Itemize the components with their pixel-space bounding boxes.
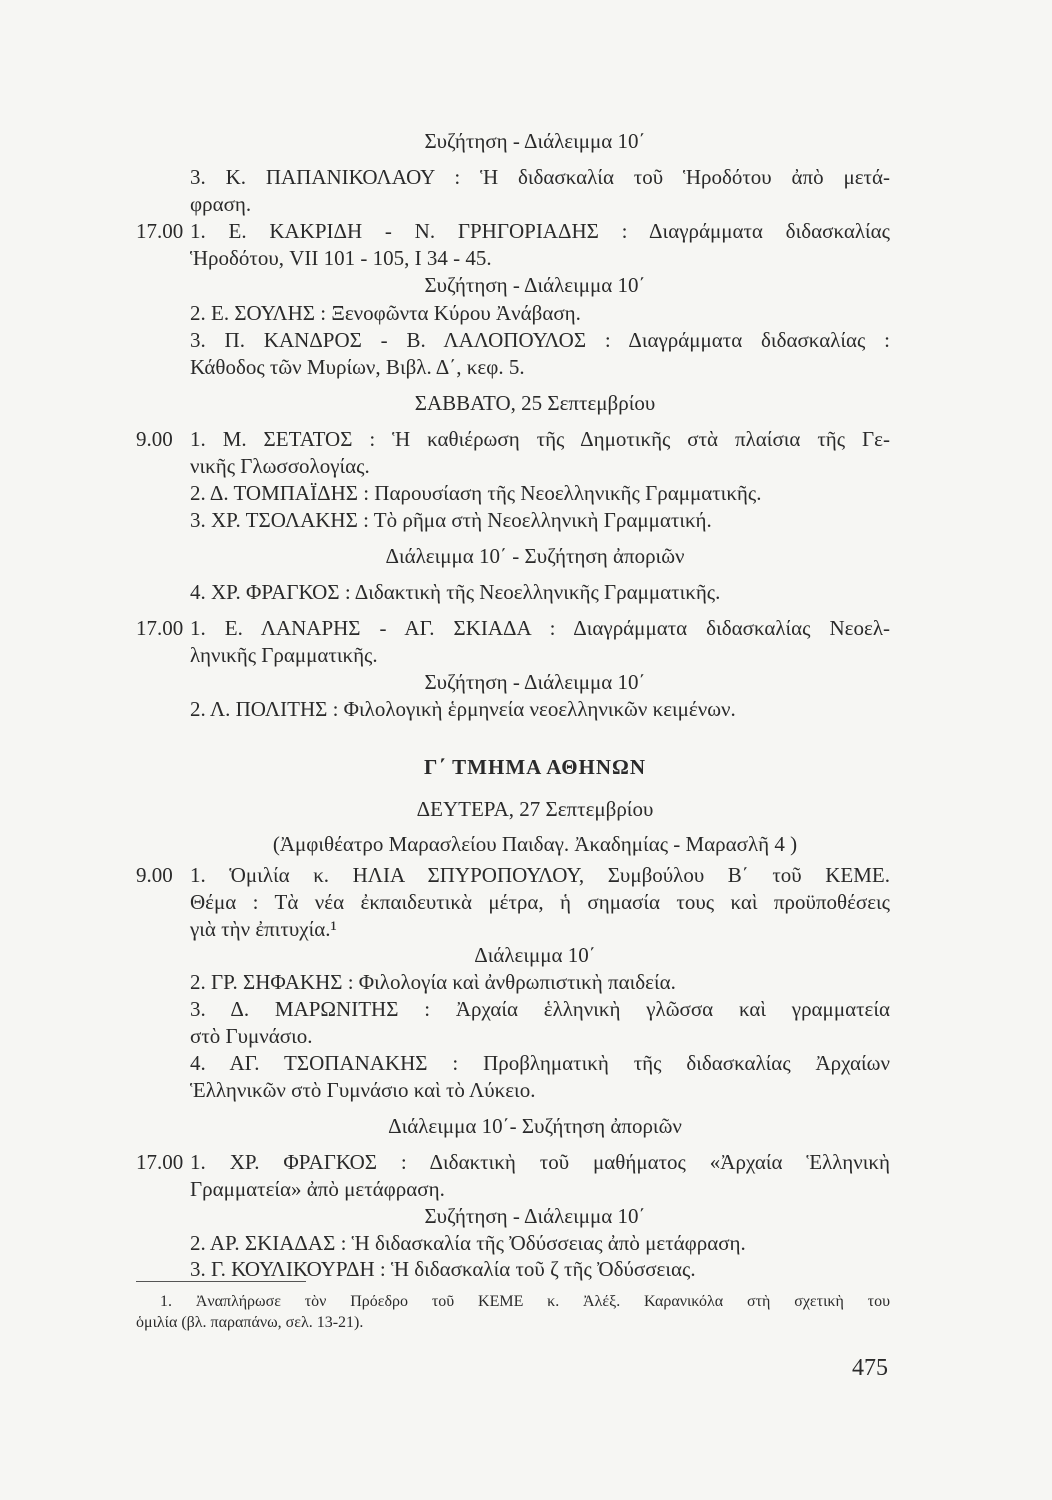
program-item-cont: φραση. xyxy=(190,192,252,216)
program-item: 1. Ε. ΚΑΚΡΙΔΗ - Ν. ΓΡΗΓΟΡΙΑΔΗΣ : Διαγράμματα διδασκαλίας xyxy=(190,219,890,243)
program-item: 3. Δ. ΜΑΡΩΝΙΤΗΣ : Ἀρχαία ἑλληνικὴ γλῶσσα καὶ γραμματεία xyxy=(190,997,890,1021)
session-time: 17.00 xyxy=(136,1150,184,1174)
program-item: 4. ΧΡ. ΦΡΑΓΚΟΣ : Διδακτικὴ τῆς Νεοελληνικῆς Γραμματικῆς. xyxy=(190,580,721,604)
program-item: 2. ΑΡ. ΣΚΙΑΔΑΣ : Ἡ διδασκαλία τῆς Ὀδύσσειας ἀπὸ μετάφραση. xyxy=(190,1231,746,1255)
break-note: Συζήτηση - Διάλειμμα 10΄ xyxy=(424,1204,646,1228)
break-note: Διάλειμμα 10΄ xyxy=(474,943,596,967)
program-item: 2. Δ. ΤΟΜΠΑΪΔΗΣ : Παρουσίαση τῆς Νεοελληνικῆς Γραμματικῆς. xyxy=(190,481,762,505)
program-item: 3. Π. ΚΑΝΔΡΟΣ - Β. ΛΑΛΟΠΟΥΛΟΣ : Διαγράμματα διδασκαλίας : xyxy=(190,328,890,352)
page-number: 475 xyxy=(852,1355,888,1381)
day-heading: ΣΑΒΒΑΤΟ, 25 Σεπτεμβρίου xyxy=(414,391,656,415)
program-item: 3. Γ. ΚΟΥΛΙΚΟΥΡΔΗ : Ἡ διδασκαλία τοῦ ζ τῆς Ὀδύσσειας. xyxy=(190,1257,696,1281)
break-note: Συζήτηση - Διάλειμμα 10΄ xyxy=(424,670,646,694)
program-item-cont: Θέμα : Τὰ νέα ἐκπαιδευτικὰ μέτρα, ἡ σημασία τους καὶ προϋποθέσεις xyxy=(190,890,890,914)
break-note: Συζήτηση - Διάλειμμα 10΄ xyxy=(424,273,646,297)
program-item: 1. ΧΡ. ΦΡΑΓΚΟΣ : Διδακτικὴ τοῦ μαθήματος «Ἀρχαία Ἑλληνικὴ xyxy=(190,1150,890,1174)
program-item: 3. Κ. ΠΑΠΑΝΙΚΟΛΑΟΥ : Ἡ διδασκαλία τοῦ Ἡροδότου ἀπὸ μετά- xyxy=(190,165,890,189)
program-item: 2. Ε. ΣΟΥΛΗΣ : Ξενοφῶντα Κύρου Ἀνάβαση. xyxy=(190,301,581,325)
break-note: Συζήτηση - Διάλειμμα 10΄ xyxy=(424,129,646,153)
program-item: 2. ΓΡ. ΣΗΦΑΚΗΣ : Φιλολογία καὶ ἀνθρωπιστικὴ παιδεία. xyxy=(190,970,676,994)
break-note: Διάλειμμα 10΄ - Συζήτηση ἀποριῶν xyxy=(385,544,685,568)
program-item-cont: γιὰ τὴν ἐπιτυχία.¹ xyxy=(190,917,337,941)
program-item-cont: Γραμματεία» ἀπὸ μετάφραση. xyxy=(190,1177,445,1201)
program-item-cont: Ἡροδότου, VII 101 - 105, I 34 - 45. xyxy=(190,246,492,270)
program-item: 2. Λ. ΠΟΛΙΤΗΣ : Φιλολογικὴ ἑρμηνεία νεοελληνικῶν κειμένων. xyxy=(190,697,736,721)
session-time: 17.00 xyxy=(136,219,184,243)
venue-note: (Ἀμφιθέατρο Μαρασλείου Παιδαγ. Ἀκαδημίας - Μαρασλῆ 4 ) xyxy=(272,832,798,856)
program-item-cont: Κάθοδος τῶν Μυρίων, Βιβλ. Δ΄, κεφ. 5. xyxy=(190,355,525,379)
day-heading: ΔΕΥΤΕΡΑ, 27 Σεπτεμβρίου xyxy=(416,797,654,821)
program-item: 3. ΧΡ. ΤΣΟΛΑΚΗΣ : Τὸ ρῆμα στὴ Νεοελληνικὴ Γραμματική. xyxy=(190,508,712,532)
program-item: 4. ΑΓ. ΤΣΟΠΑΝΑΚΗΣ : Προβληματικὴ τῆς διδασκαλίας Ἀρχαίων xyxy=(190,1051,890,1075)
program-item-cont: νικῆς Γλωσσολογίας. xyxy=(190,454,370,478)
session-time: 9.00 xyxy=(136,427,173,451)
break-note: Διάλειμμα 10΄- Συζήτηση ἀποριῶν xyxy=(388,1114,682,1138)
session-time: 17.00 xyxy=(136,616,184,640)
program-item: 1. Ε. ΛΑΝΑΡΗΣ - ΑΓ. ΣΚΙΑΔΑ : Διαγράμματα διδασκαλίας Νεοελ- xyxy=(190,616,890,640)
footnote-text-cont: ὁμιλία (βλ. παραπάνω, σελ. 13-21). xyxy=(136,1314,364,1331)
program-item: 1. Ὁμιλία κ. ΗΛΙΑ ΣΠΥΡΟΠΟΥΛΟΥ, Συμβούλου Β΄ τοῦ ΚΕΜΕ. xyxy=(190,863,890,887)
program-item-cont: Ἑλληνικῶν στὸ Γυμνάσιο καὶ τὸ Λύκειο. xyxy=(190,1078,536,1102)
footnote-rule xyxy=(136,1281,306,1282)
section-heading: Γ΄ ΤΜΗΜΑ ΑΘΗΝΩΝ xyxy=(423,755,647,779)
footnote-text: 1. Ἀναπλήρωσε τὸν Πρόεδρο τοῦ ΚΕΜΕ κ. Ἀλέξ. Καρανικόλα στὴ σχετικὴ του xyxy=(160,1293,890,1310)
session-time: 9.00 xyxy=(136,863,173,887)
program-item-cont: ληνικῆς Γραμματικῆς. xyxy=(190,643,378,667)
program-item-cont: στὸ Γυμνάσιο. xyxy=(190,1024,313,1048)
program-item: 1. Μ. ΣΕΤΑΤΟΣ : Ἡ καθιέρωση τῆς Δημοτικῆς στὰ πλαίσια τῆς Γε- xyxy=(190,427,890,451)
